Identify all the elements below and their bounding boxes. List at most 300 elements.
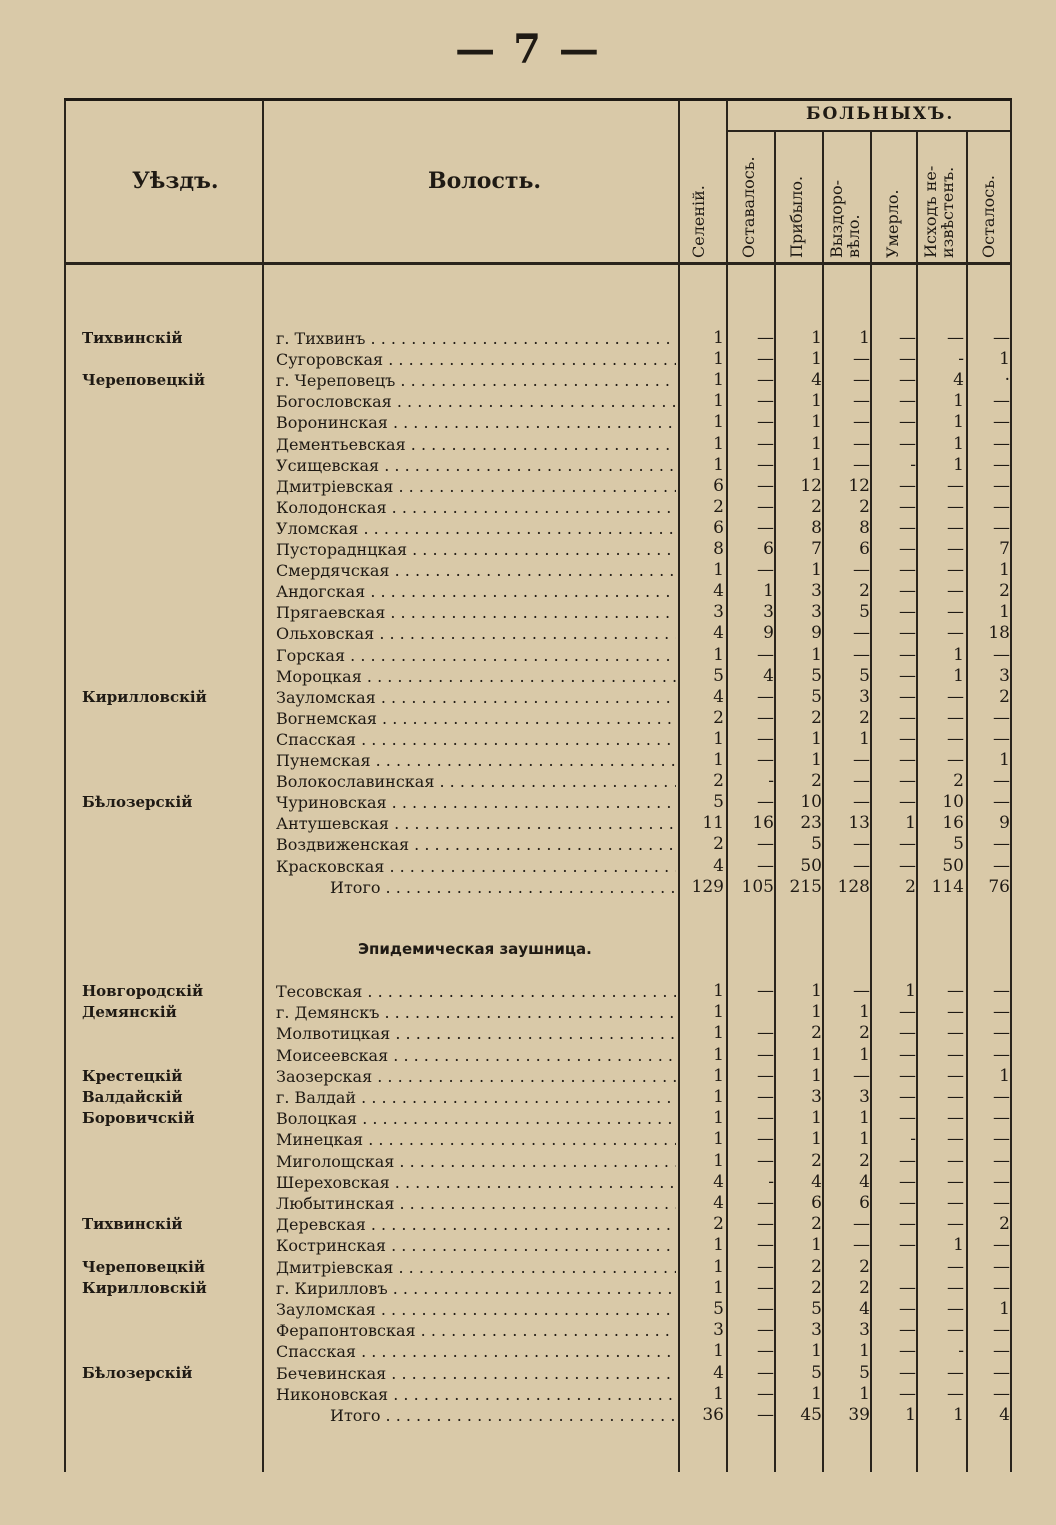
value-cell: — <box>947 1044 964 1065</box>
value-cell: 2 <box>999 581 1010 602</box>
value-cell: 2 <box>713 707 724 728</box>
total-value-cell: 128 <box>837 876 870 897</box>
value-cell: — <box>757 517 774 538</box>
value-cell: 16 <box>942 813 964 834</box>
value-cell: 3 <box>859 686 870 707</box>
value-cell: — <box>899 623 916 644</box>
value-cell: 1 <box>713 644 724 665</box>
total-value-cell: 1 <box>953 1405 964 1425</box>
value-cell: 4 <box>859 1299 870 1319</box>
volost-cell: Моисеевская . . . <box>276 1045 676 1066</box>
total-value-cell: 4 <box>999 1405 1010 1425</box>
volost-cell: Антушевская . . . <box>276 813 676 834</box>
value-cell: — <box>757 1150 774 1171</box>
value-cell: 13 <box>848 813 870 834</box>
uezd-cell: Бѣлозерскій <box>82 1363 193 1382</box>
value-cell: — <box>993 454 1010 475</box>
volost-cell: г. Тихвинъ . . . <box>276 328 676 349</box>
value-cell: — <box>947 750 964 770</box>
value-cell: 1 <box>999 1065 1010 1086</box>
value-cell: 1 <box>953 391 964 412</box>
table-row <box>0 1023 1056 1044</box>
value-cell: 1 <box>713 560 724 581</box>
value-cell: — <box>993 644 1010 665</box>
value-cell: 5 <box>859 665 870 686</box>
uezd-cell: Тихвинскій <box>82 329 183 347</box>
uezd-cell: Крестецкій <box>82 1066 183 1085</box>
value-cell: 2 <box>859 581 870 602</box>
value-cell: - <box>910 1129 916 1150</box>
volost-cell: Ольховская . . . <box>276 623 676 644</box>
value-cell: — <box>947 1002 964 1023</box>
value-cell: 1 <box>953 644 964 665</box>
value-cell: — <box>757 644 774 665</box>
volost-cell: Прягаевская . . . <box>276 602 676 623</box>
rule-header-bottom <box>64 262 1012 265</box>
value-cell: — <box>853 412 870 433</box>
value-cell: 1 <box>905 813 916 834</box>
table-row <box>0 434 1056 455</box>
value-cell: 6 <box>713 517 724 538</box>
value-cell: — <box>947 1277 964 1298</box>
volost-cell: Чуриновская . . . <box>276 792 676 813</box>
value-cell: — <box>899 433 916 454</box>
value-cell: 2 <box>859 1256 870 1277</box>
table-row <box>0 750 1056 771</box>
volost-cell: Шереховская . . . <box>276 1172 676 1193</box>
value-cell: — <box>899 1108 916 1129</box>
value-cell: 1 <box>859 1341 870 1362</box>
volost-cell: г. Череповецъ . . . <box>276 370 676 391</box>
value-cell: 1 <box>859 1108 870 1129</box>
volost-cell: Зауломская . . . <box>276 1299 676 1320</box>
value-cell: — <box>757 1277 774 1298</box>
value-cell: - <box>768 771 774 792</box>
value-cell: — <box>899 1150 916 1171</box>
value-cell: — <box>899 855 916 876</box>
header-umerlo: Умерло. <box>883 189 902 258</box>
value-cell: 7 <box>999 539 1010 559</box>
value-cell: 6 <box>859 539 870 559</box>
value-cell: — <box>757 370 774 391</box>
value-cell: — <box>757 1299 774 1319</box>
value-cell: — <box>993 1341 1010 1362</box>
header-pribylo: Прибыло. <box>787 175 806 258</box>
value-cell: - <box>958 349 964 370</box>
table-row <box>0 687 1056 708</box>
value-cell: — <box>899 391 916 412</box>
table-row <box>0 1299 1056 1320</box>
value-cell: — <box>993 496 1010 517</box>
value-cell: — <box>899 412 916 433</box>
value-cell: 1 <box>713 1277 724 1298</box>
value-cell: 3 <box>999 665 1010 686</box>
value-cell: 1 <box>811 1235 822 1256</box>
value-cell: — <box>899 1341 916 1362</box>
value-cell: — <box>899 1023 916 1044</box>
value-cell: — <box>853 792 870 813</box>
value-cell: 1 <box>811 728 822 749</box>
value-cell: 11 <box>702 813 724 834</box>
volost-cell: Миголощская . . . <box>276 1151 676 1172</box>
value-cell: — <box>757 750 774 770</box>
value-cell: 6 <box>763 539 774 559</box>
value-cell: — <box>947 517 964 538</box>
total-value-cell: 2 <box>905 876 916 897</box>
value-cell: — <box>899 1065 916 1086</box>
table-row <box>0 455 1056 476</box>
value-cell: — <box>993 433 1010 454</box>
value-cell: 3 <box>859 1320 870 1341</box>
value-cell: 1 <box>859 728 870 749</box>
table-row <box>0 708 1056 729</box>
section-title-zaushnica: Эпидемическая заушница. <box>358 940 592 958</box>
table-row <box>0 581 1056 602</box>
value-cell: 1 <box>999 750 1010 770</box>
value-cell: 2 <box>999 1214 1010 1235</box>
table-row <box>0 1087 1056 1108</box>
value-cell: — <box>899 475 916 496</box>
value-cell: 1 <box>999 349 1010 370</box>
value-cell: 1 <box>999 560 1010 581</box>
value-cell: — <box>899 644 916 665</box>
value-cell: 3 <box>713 1320 724 1341</box>
table-row <box>0 1257 1056 1278</box>
uezd-cell: Тихвинскій <box>82 1215 183 1234</box>
value-cell: 5 <box>713 792 724 813</box>
value-cell: 23 <box>800 813 822 834</box>
value-cell: — <box>899 750 916 770</box>
value-cell: — <box>899 349 916 370</box>
value-cell: — <box>947 1362 964 1383</box>
value-cell: 3 <box>763 602 774 623</box>
value-cell: 4 <box>713 1193 724 1213</box>
uezd-cell: Череповецкій <box>82 371 205 390</box>
volost-cell: Дементьевская . . . <box>276 434 676 455</box>
value-cell: 2 <box>811 707 822 728</box>
table-row <box>0 771 1056 792</box>
table-row <box>0 349 1056 370</box>
value-cell: 9 <box>811 623 822 644</box>
value-cell: 4 <box>713 581 724 602</box>
value-cell: 18 <box>988 623 1010 644</box>
value-cell: — <box>899 1044 916 1065</box>
table-row <box>0 666 1056 687</box>
value-cell: 12 <box>848 475 870 496</box>
value-cell: 5 <box>859 1362 870 1383</box>
value-cell: — <box>899 1002 916 1023</box>
table-row <box>0 391 1056 412</box>
value-cell: 5 <box>811 1362 822 1383</box>
value-cell: — <box>899 686 916 707</box>
value-cell: 1 <box>713 1383 724 1404</box>
value-cell: 2 <box>713 771 724 792</box>
value-cell: 2 <box>953 771 964 792</box>
value-cell: 5 <box>811 686 822 707</box>
value-cell: — <box>993 475 1010 496</box>
value-cell: 5 <box>811 834 822 855</box>
value-cell: — <box>899 496 916 517</box>
value-cell: — <box>899 1277 916 1298</box>
value-cell: — <box>757 1383 774 1404</box>
total-value-cell: 114 <box>931 876 964 897</box>
value-cell: - <box>768 1171 774 1192</box>
volost-cell: Сугоровская . . . <box>276 349 676 370</box>
value-cell: 1 <box>713 349 724 370</box>
volost-cell: Горская . . . <box>276 645 676 666</box>
value-cell: — <box>993 1256 1010 1277</box>
value-cell: 5 <box>713 1299 724 1319</box>
value-cell: 1 <box>811 560 822 581</box>
value-cell: 1 <box>713 1235 724 1256</box>
value-cell: — <box>899 1235 916 1256</box>
value-cell: — <box>757 496 774 517</box>
total-value-cell: 105 <box>741 876 774 897</box>
value-cell: — <box>853 433 870 454</box>
value-cell: — <box>947 1065 964 1086</box>
table-row <box>0 1278 1056 1299</box>
value-cell: — <box>947 728 964 749</box>
value-cell: 1 <box>859 1002 870 1023</box>
value-cell: 2 <box>713 496 724 517</box>
value-cell: 2 <box>859 496 870 517</box>
uezd-cell: Кирилловскій <box>82 687 207 706</box>
value-cell: · <box>1004 370 1010 391</box>
value-cell: 4 <box>763 665 774 686</box>
value-cell: — <box>947 686 964 707</box>
value-cell: — <box>757 981 774 1001</box>
value-cell: 1 <box>953 433 964 454</box>
value-cell: — <box>947 539 964 559</box>
value-cell: 4 <box>859 1171 870 1192</box>
table-row <box>0 856 1056 877</box>
value-cell: 5 <box>811 1299 822 1319</box>
value-cell: 7 <box>811 539 822 559</box>
value-cell: — <box>899 834 916 855</box>
value-cell: — <box>757 707 774 728</box>
value-cell: — <box>899 1193 916 1213</box>
value-cell: — <box>947 1150 964 1171</box>
table-row <box>0 328 1056 349</box>
table-row <box>0 623 1056 644</box>
total-value-cell: 36 <box>702 1405 724 1425</box>
total-value-cell: 215 <box>789 876 822 897</box>
value-cell: — <box>757 1320 774 1341</box>
value-cell: 1 <box>811 1129 822 1150</box>
header-ostalos: Осталось. <box>979 174 998 258</box>
volost-cell: Деревская . . . <box>276 1214 676 1235</box>
volost-cell: Пунемская . . . <box>276 750 676 771</box>
value-cell: 1 <box>953 412 964 433</box>
value-cell: 1 <box>811 349 822 370</box>
value-cell: 2 <box>811 1150 822 1171</box>
value-cell: 5 <box>953 834 964 855</box>
value-cell: 1 <box>999 602 1010 623</box>
value-cell: — <box>947 475 964 496</box>
table-row <box>0 981 1056 1002</box>
value-cell: — <box>993 1044 1010 1065</box>
value-cell: — <box>899 1214 916 1235</box>
value-cell: — <box>947 1171 964 1192</box>
value-cell: 6 <box>811 1193 822 1213</box>
value-cell: 1 <box>811 1044 822 1065</box>
value-cell: — <box>853 855 870 876</box>
value-cell: — <box>947 623 964 644</box>
table-row <box>0 1129 1056 1150</box>
value-cell: — <box>757 433 774 454</box>
table-row <box>0 1108 1056 1129</box>
value-cell: — <box>899 1320 916 1341</box>
value-cell: — <box>993 771 1010 792</box>
volost-cell: Дмитріевская . . . <box>276 1257 676 1278</box>
value-cell: 3 <box>811 602 822 623</box>
total-row <box>0 1405 1056 1426</box>
volost-cell: Усищевская . . . <box>276 455 676 476</box>
volost-cell: Смердячская . . . <box>276 560 676 581</box>
table-row <box>0 476 1056 497</box>
value-cell: — <box>993 707 1010 728</box>
value-cell: — <box>947 707 964 728</box>
value-cell: 1 <box>713 328 724 348</box>
value-cell: — <box>853 560 870 581</box>
volost-cell: Зауломская . . . <box>276 687 676 708</box>
value-cell: 4 <box>811 370 822 391</box>
total-value-cell: 76 <box>988 876 1010 897</box>
value-cell: 1 <box>713 1023 724 1044</box>
uezd-cell: Бѣлозерскій <box>82 793 193 812</box>
value-cell: 2 <box>999 686 1010 707</box>
value-cell: — <box>993 328 1010 348</box>
value-cell: 2 <box>859 1023 870 1044</box>
total-value-cell: 1 <box>905 1405 916 1425</box>
value-cell: — <box>947 1214 964 1235</box>
value-cell: — <box>899 370 916 391</box>
total-value-cell: — <box>757 1405 774 1425</box>
value-cell: — <box>993 792 1010 813</box>
table-row <box>0 1235 1056 1256</box>
table-row <box>0 1151 1056 1172</box>
volost-cell: Колодонская . . . <box>276 497 676 518</box>
value-cell: 2 <box>811 496 822 517</box>
table-row <box>0 539 1056 560</box>
value-cell: 16 <box>752 813 774 834</box>
value-cell: 3 <box>713 602 724 623</box>
header-volost: Волость. <box>428 168 542 194</box>
value-cell: 1 <box>713 1256 724 1277</box>
value-cell: 9 <box>763 623 774 644</box>
volost-cell: Никоновская . . . <box>276 1384 676 1405</box>
uezd-cell: Боровичскій <box>82 1109 195 1128</box>
table-row <box>0 1363 1056 1384</box>
value-cell: — <box>853 644 870 665</box>
value-cell: 1 <box>811 454 822 475</box>
value-cell: — <box>899 1087 916 1107</box>
value-cell: — <box>899 792 916 813</box>
value-cell: 1 <box>713 981 724 1001</box>
volost-cell: Уломская . . . <box>276 518 676 539</box>
value-cell: — <box>947 496 964 517</box>
volost-cell: г. Валдай . . . <box>276 1087 676 1108</box>
total-label: Итого . . . <box>330 1405 676 1426</box>
volost-cell: Пустораднцкая . . . <box>276 539 676 560</box>
value-cell: — <box>899 1171 916 1192</box>
value-cell: 1 <box>811 1002 822 1023</box>
volost-cell: Минецкая . . . <box>276 1129 676 1150</box>
value-cell: — <box>757 1129 774 1150</box>
volost-cell: Любытинская . . . <box>276 1193 676 1214</box>
value-cell: 5 <box>859 602 870 623</box>
value-cell: — <box>947 1383 964 1404</box>
value-cell: 1 <box>953 665 964 686</box>
value-cell: — <box>993 834 1010 855</box>
value-cell: — <box>899 539 916 559</box>
value-cell: 12 <box>800 475 822 496</box>
value-cell: — <box>899 771 916 792</box>
value-cell: 1 <box>811 1065 822 1086</box>
value-cell: 8 <box>713 539 724 559</box>
value-cell: 1 <box>953 454 964 475</box>
value-cell: — <box>947 1129 964 1150</box>
value-cell: — <box>853 981 870 1001</box>
value-cell: — <box>899 517 916 538</box>
value-cell: — <box>853 454 870 475</box>
volost-cell: Ферапонтовская . . . <box>276 1320 676 1341</box>
value-cell: — <box>993 1277 1010 1298</box>
value-cell: — <box>993 1383 1010 1404</box>
value-cell: — <box>947 1193 964 1213</box>
volost-cell: Воздвиженская . . . <box>276 834 676 855</box>
value-cell: 1 <box>953 1235 964 1256</box>
value-cell: — <box>757 328 774 348</box>
value-cell: — <box>947 581 964 602</box>
page-number: — 7 — <box>455 26 601 73</box>
uezd-cell: Демянскій <box>82 1003 177 1022</box>
value-cell: 1 <box>859 1044 870 1065</box>
value-cell: — <box>993 1023 1010 1044</box>
value-cell: — <box>757 349 774 370</box>
value-cell: — <box>947 1320 964 1341</box>
value-cell: 1 <box>811 1341 822 1362</box>
value-cell: 1 <box>713 1087 724 1107</box>
table-row <box>0 1320 1056 1341</box>
value-cell: - <box>910 454 916 475</box>
table-row <box>0 1341 1056 1362</box>
value-cell: 2 <box>811 771 822 792</box>
value-cell: — <box>993 1320 1010 1341</box>
volost-cell: Дмитріевская . . . <box>276 476 676 497</box>
volost-cell: Красковская . . . <box>276 856 676 877</box>
value-cell: 5 <box>713 665 724 686</box>
table-row <box>0 518 1056 539</box>
value-cell: — <box>947 1087 964 1107</box>
value-cell: 1 <box>905 981 916 1001</box>
value-cell: 1 <box>713 433 724 454</box>
value-cell: 2 <box>713 834 724 855</box>
table-row <box>0 1172 1056 1193</box>
value-cell: — <box>853 750 870 770</box>
header-vyzdorovelo: Выздоро- вѣло. <box>827 180 863 258</box>
value-cell: 1 <box>811 328 822 348</box>
value-cell: — <box>757 412 774 433</box>
volost-cell: Воронинская . . . <box>276 412 676 433</box>
value-cell: — <box>899 581 916 602</box>
value-cell: 1 <box>811 433 822 454</box>
value-cell: — <box>757 1023 774 1044</box>
value-cell: 1 <box>811 750 822 770</box>
value-cell: — <box>899 1383 916 1404</box>
value-cell: — <box>757 1193 774 1213</box>
value-cell: 1 <box>713 370 724 391</box>
